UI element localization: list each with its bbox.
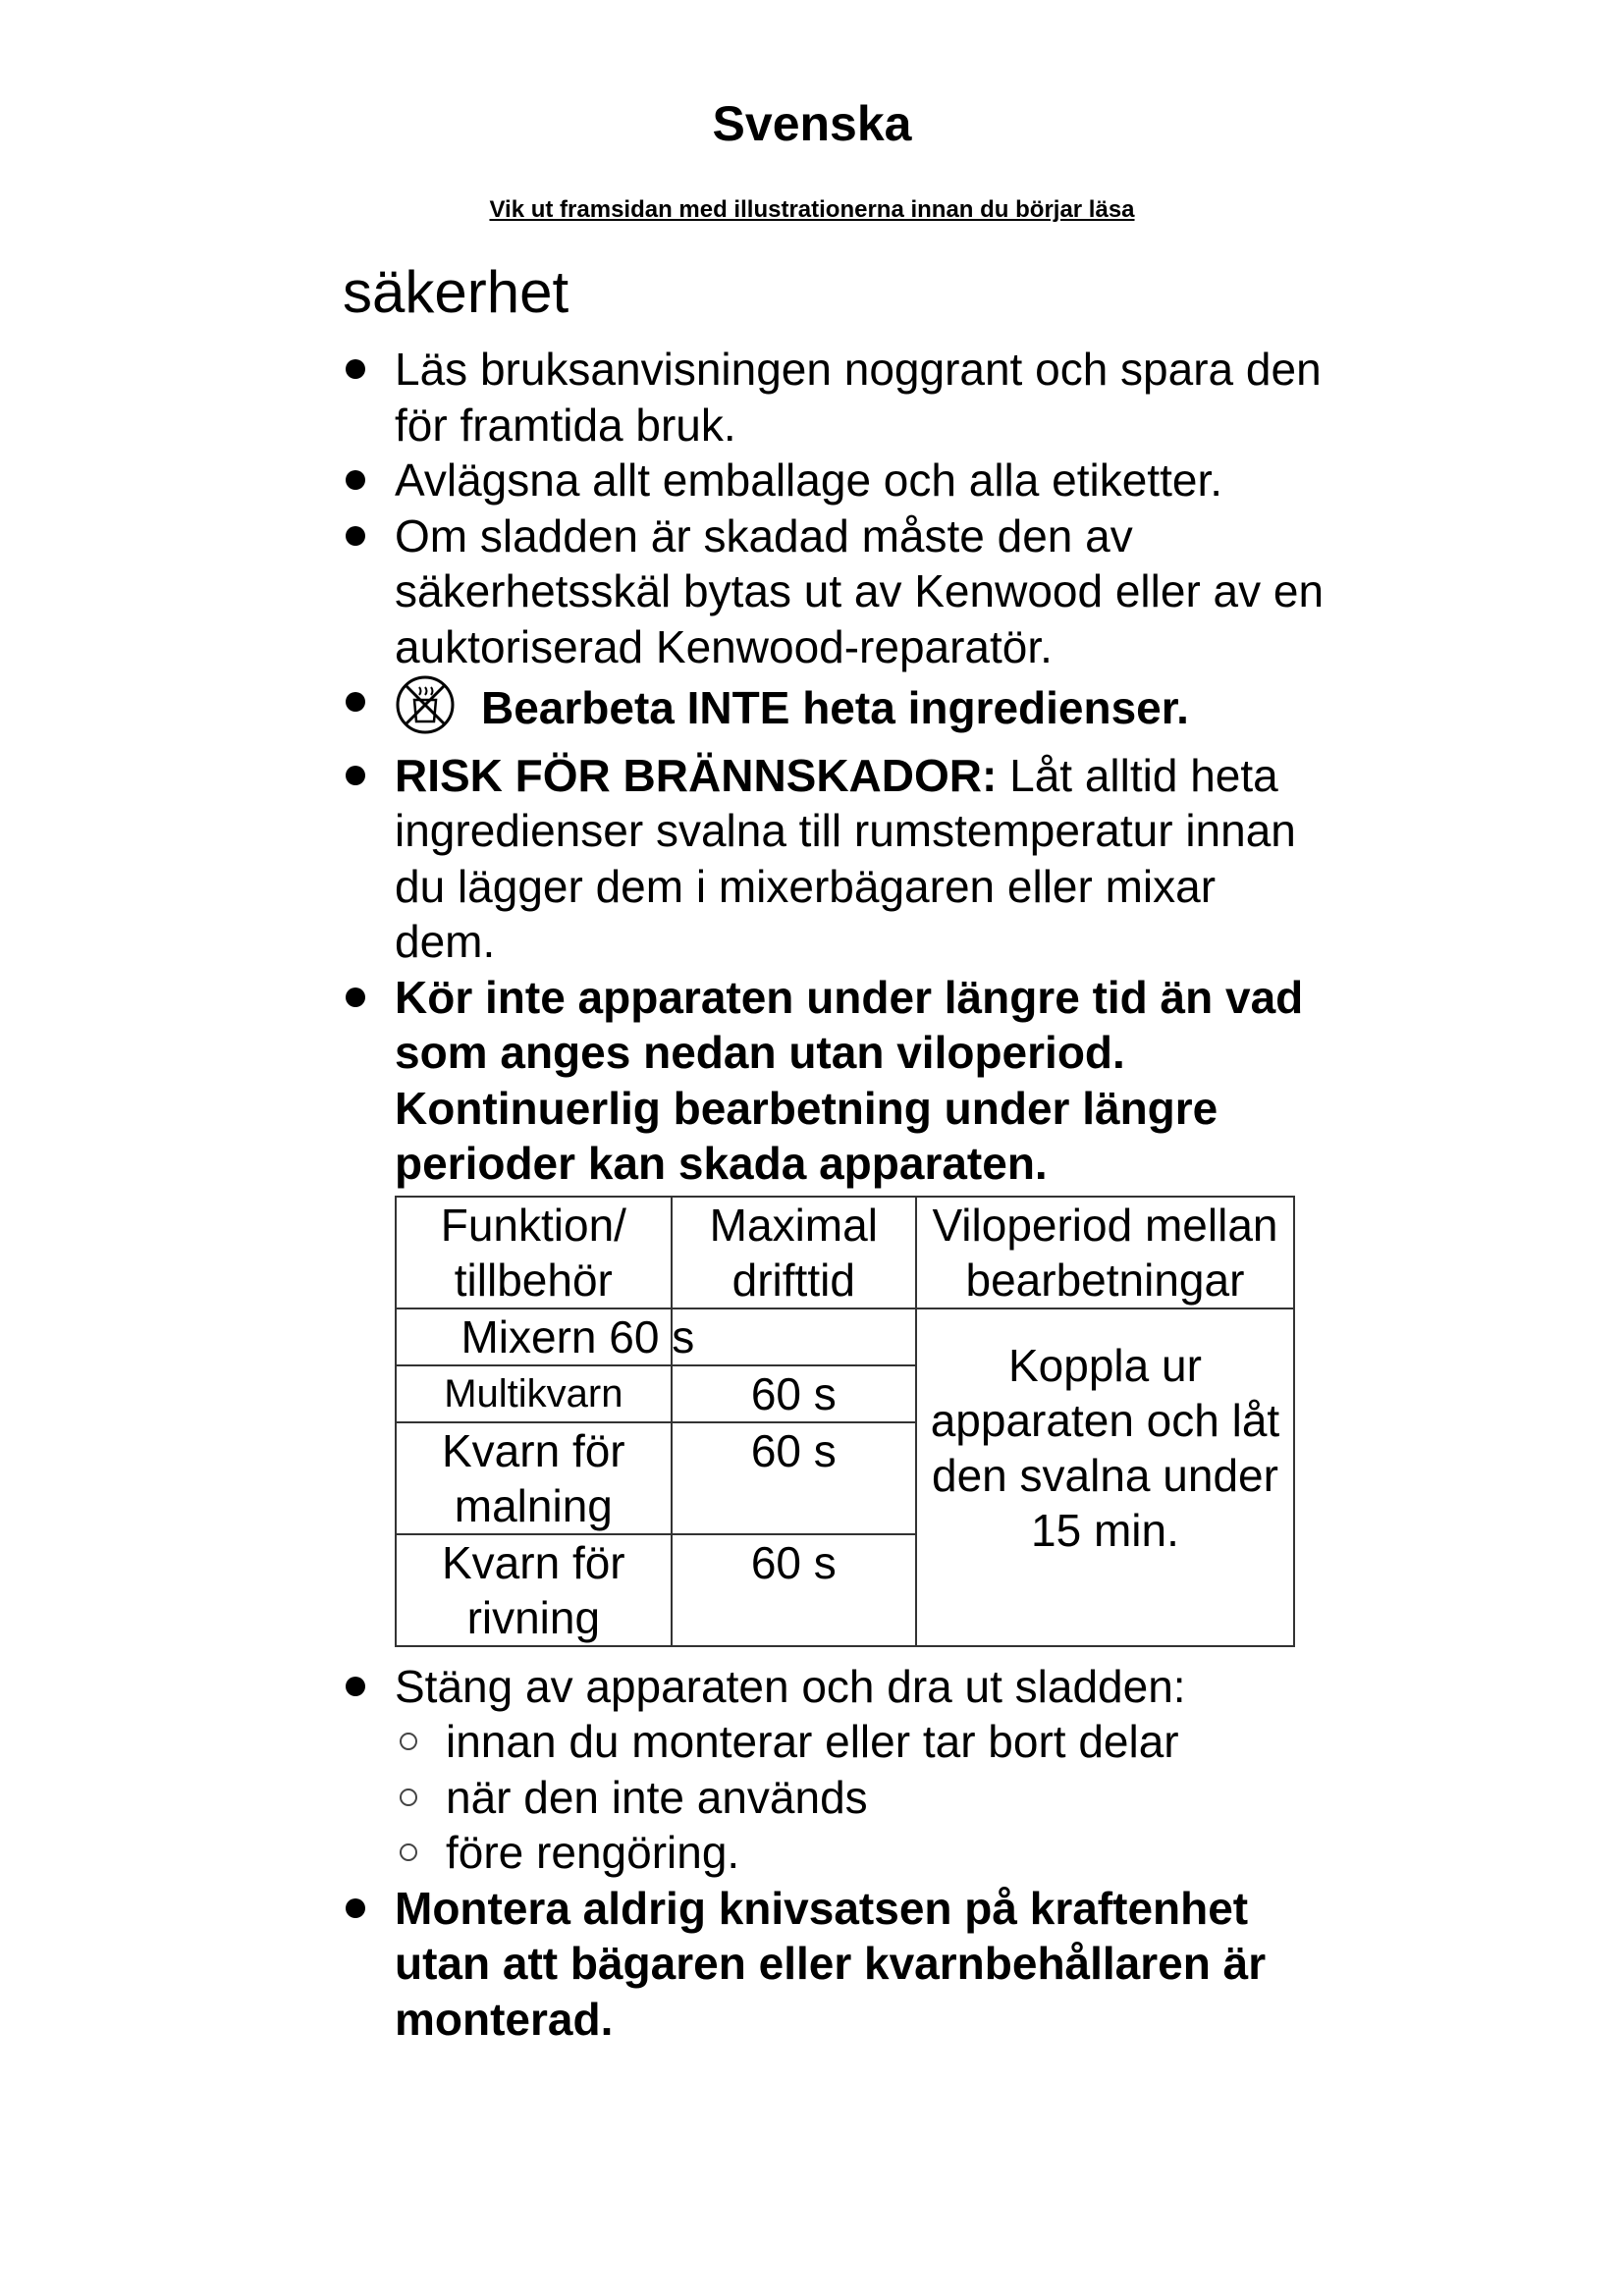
bullet-unplug [343,1659,1325,1715]
bullet-remove-packaging [343,453,1325,508]
table-header-row [396,1197,1294,1308]
bullet-dot [346,766,365,785]
bullet-blade-assembly [343,1881,1325,2048]
safety-list [343,342,1325,2047]
sub-item-text: när den inte används [446,1771,868,1823]
bullet-text: Bearbeta INTE heta ingredienser. [481,682,1189,733]
bullet-read-instructions [343,342,1325,453]
bullet-dot [346,692,365,712]
bullet-dot [346,526,365,546]
bullet-text: Om sladden är skadad måste den av säkerhetsskäl bytas ut av Kenwood eller av en auktoriserad Kenwood-reparatör. [395,509,1325,672]
bullet-text: Läs bruksanvisningen noggrant och spara den för framtida bruk. [395,344,1322,451]
table-header-cell: Funktion/ tillbehör [396,1197,672,1308]
page-subtitle: Vik ut framsidan med illustrationerna innan du börjar läsa [489,196,1135,223]
ring-bullet-icon [400,1843,417,1861]
table-cell: Multikvarn [396,1365,672,1422]
bullet-dot [346,1677,365,1696]
page-title: Svenska [712,96,912,151]
table-header-cell: Maximal drifttid [672,1197,916,1308]
ring-bullet-icon [400,1789,417,1806]
bullet-burn-risk [343,748,1325,970]
bullet-text: Montera aldrig knivsatsen på kraftenhet utan att bägaren eller kvarnbehållaren är monterad. [395,1882,1267,2045]
bullet-dot [346,359,365,379]
bullet-text: Låt alltid heta ingredienser svalna till rumstemperatur innan du lägger dem i mixerbägaren eller mixar dem. [395,749,1296,967]
operating-time-table [395,1196,1295,1647]
bullet-dot [346,470,365,490]
bullet-no-hot-ingredients [343,674,1325,748]
no-hot-ingredients-icon [395,674,456,748]
table-cell: Kvarn för malning [396,1422,672,1534]
bullet-text: Stäng av apparaten och dra ut sladden: [395,1660,1186,1712]
table-cell: 60 s [672,1534,916,1646]
table-cell-text: Mixern 60 s [460,1310,695,1362]
sub-item [343,1714,1325,1770]
bullet-operating-time [343,970,1325,1192]
table-cell [672,1308,916,1365]
ring-bullet-icon [400,1733,417,1750]
bullet-warning-label: RISK FÖR BRÄNNSKADOR: [395,749,998,801]
table-header-cell: Viloperiod mellan bearbetningar [916,1197,1294,1308]
table-cell: 60 s [672,1422,916,1534]
bullet-dot [346,1898,365,1918]
rest-note-cell: Koppla ur apparaten och låt den svalna under 15 min. [916,1308,1294,1646]
sub-item [343,1825,1325,1881]
table-row [396,1308,1294,1365]
bullet-damaged-cord [343,508,1325,675]
sub-item [343,1770,1325,1826]
table-cell: 60 s [672,1365,916,1422]
bullet-text: Avlägsna allt emballage och alla etiketter. [395,454,1223,506]
section-heading: säkerhet [343,259,569,325]
sub-item-text: före rengöring. [446,1827,740,1878]
bullet-text: Kör inte apparaten under längre tid än vad som anges nedan utan viloperiod. Kontinuerlig bearbetning under längre perioder kan skada apparaten. [395,971,1304,1189]
sub-item-text: innan du monterar eller tar bort delar [446,1716,1179,1767]
table-cell: Kvarn för rivning [396,1534,672,1646]
table-cell [396,1308,695,1365]
bullet-dot [346,988,365,1007]
